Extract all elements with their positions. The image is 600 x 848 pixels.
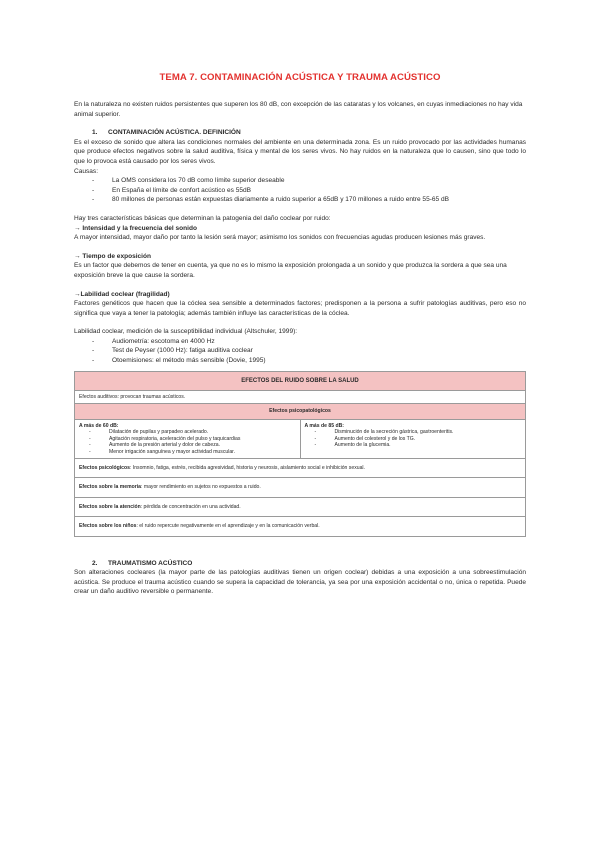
causes-label: Causas: [74,167,99,175]
document-body [74,100,526,597]
list-item: - Otoemisiones: el método más sensible (Dovie, 1995) [92,356,526,366]
psychological-effects-row: Efectos psicológicos: Insomnio, fatiga, estrés, recibida agresividad, historia y neurosis, aislamiento social e inhibición sexual. [75,458,526,477]
intensity-title: → Intensidad y la frecuencia del sonido [74,224,197,232]
list-item: - Aumento de la presión arterial y dolor de cabeza. [89,442,296,448]
over-60db-title: A más de 60 dB: [79,422,119,429]
list-item: - En España el límite de confort acústico es 55dB [92,186,526,196]
list-item: - Aumento del colesterol y de los TG. [315,436,522,442]
list-item: - Dilatación de pupilas y parpadeo acelerado. [89,429,296,435]
lability-measure: Labilidad coclear, medición de la susceptibilidad individual (Altschuler, 1999): [74,328,298,336]
memory-effects-row: Efectos sobre la memoria: mayor rendimiento en sujetos no expuestos a ruido. [75,478,526,497]
list-item: - Audiometría: escotoma en 4000 Hz [92,337,526,347]
psychopathological-header: Efectos psicopatológicos [75,404,526,419]
intensity-text: A mayor intensidad, mayor daño por tanto la lesión será mayor; asimismo los sonidos con frecuencias agudas producen lesiones más graves. [74,234,486,242]
attention-effects-row: Efectos sobre la atención: pérdida de concentración en una actividad. [75,497,526,516]
table-header: EFECTOS DEL RUIDO SOBRE LA SALUD [75,371,526,390]
lability-title: →Labilidad coclear (fragilidad) [74,290,170,298]
list-item: - Disminución de la secreción gástrica, gastroenteritis. [315,429,522,435]
auditory-effects-row: Efectos auditivos: provocan traumas acústicos. [75,391,526,404]
over-85db-title: A más de 85 dB: [304,422,344,429]
causes-list [74,176,526,205]
health-effects-table [74,371,526,537]
intro-paragraph: En la naturaleza no existen ruidos persistentes que superen los 80 dB, con excepción de las cataratas y los volcanes, en cuyas inmediaciones no hay vida animal superior. [74,101,523,118]
page-title: TEMA 7. CONTAMINACIÓN ACÚSTICA Y TRAUMA ACÚSTICO [159,72,441,83]
over-85db-column [300,420,526,458]
lability-text: Factores genéticos que hacen que la cóclea sea sensible a determinados factores; predisponen a la persona a sufrir patologías auditivas, pero eso no significa que vaya a tener la patología; además también influye las características de la cóclea. [74,300,526,317]
characteristics-intro: Hay tres características básicas que determinan la patogenia del daño coclear por ruido: [74,214,331,222]
list-item: - Test de Peyser (1000 Hz): fatiga auditiva coclear [92,346,526,356]
section-1-heading: 1. CONTAMINACIÓN ACÚSTICA. DEFINICIÓN [92,129,241,137]
list-item: - Agitación respiratoria, aceleración del pulso y taquicardias [89,436,296,442]
section-1-definition: Es el exceso de sonido que altera las condiciones normales del ambiente en una determinada zona. Es un ruido provocado por las actividades humanas que produce efectos negativos sobre la salud auditiva, física y mental de los seres vivos. No hay ruidos en la naturaleza que lo causen, sino que todo lo que lo provoca está causado por los seres vivos. [74,138,526,165]
children-effects-row: Efectos sobre los niños: el ruido repercute negativamente en el aprendizaje y en la comunicación verbal. [75,517,526,536]
list-item: - Menor irrigación sanguínea y mayor actividad muscular. [89,449,296,455]
section-2-text: Son alteraciones cocleares (la mayor parte de las patologías auditivas tienen un origen coclear) debidas a una exposición a una sobreestimulación acústica. Se produce el trauma acústico cuando se supera la capacidad de tolerancia, ya sea por una exposición accidental o no, única o repetida. Puede crear un daño auditivo reversible o permanente. [74,569,526,596]
time-text: Es un factor que debemos de tener en cuenta, ya que no es lo mismo la exposición prolongada a un sonido y que produzca la sordera a que sea una exposición breve la que cause la sordera. [74,262,507,279]
list-item: - 80 millones de personas están expuestas diariamente a ruido superior a 65dB y 170 millones a ruido entre 55-65 dB [92,195,526,205]
db-thresholds-row [75,419,526,458]
over-60db-list [79,429,296,455]
list-item: - Aumento de la glucemia. [315,442,522,448]
over-60db-column [75,420,300,458]
section-2-heading: 2. TRAUMATISMO ACÚSTICO [92,559,193,567]
over-85db-list [305,429,522,448]
time-title: → Tiempo de exposición [74,252,152,260]
list-item: - La OMS considera los 70 dB como límite superior deseable [92,176,526,186]
measures-list [74,337,526,366]
